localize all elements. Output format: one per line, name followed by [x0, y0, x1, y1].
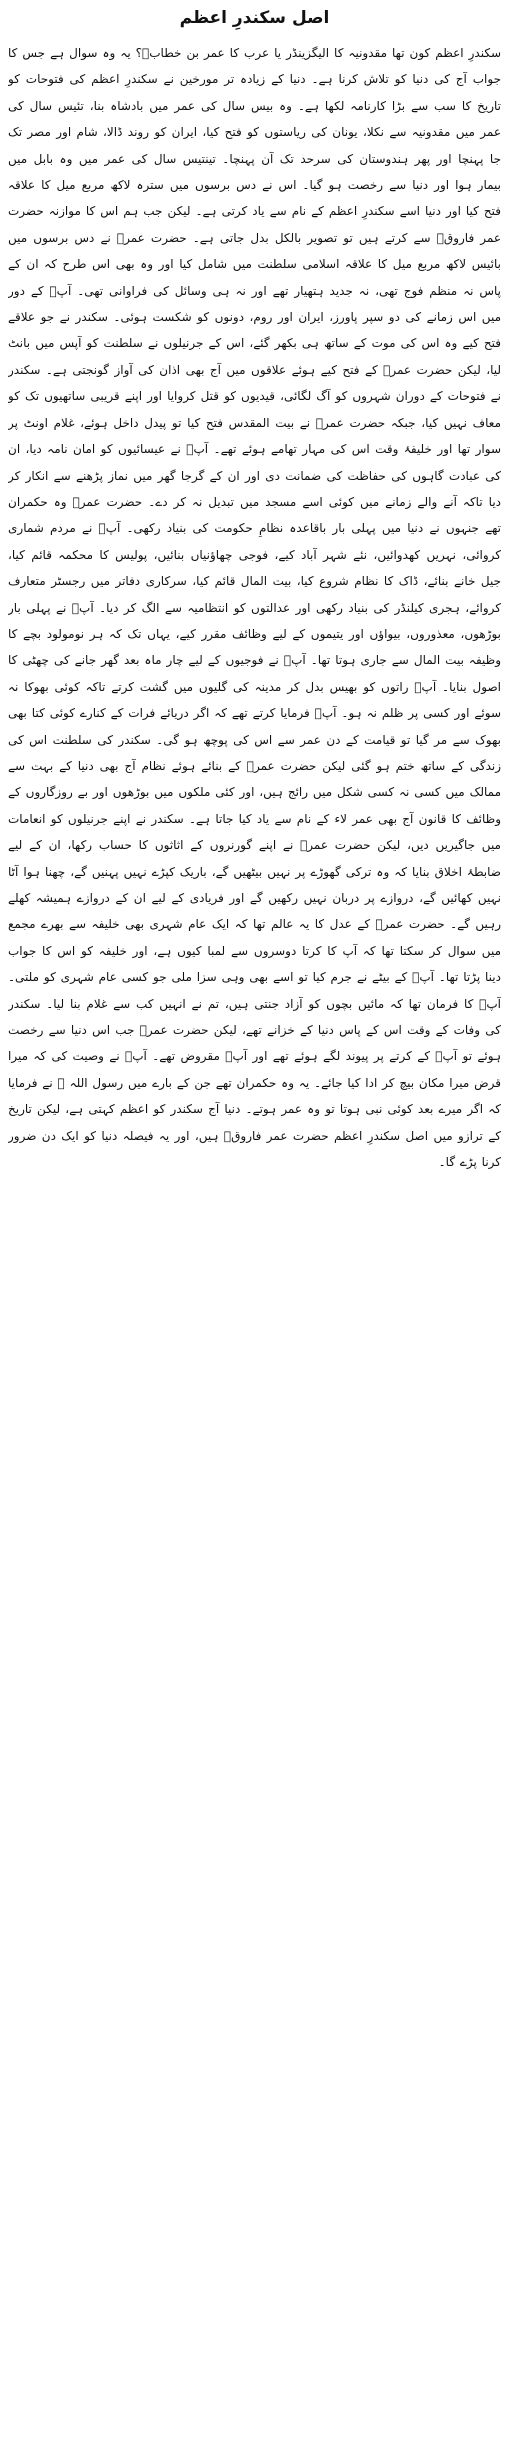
article-column	[8, 0, 501, 2459]
article-body: سکندرِ اعظم کون تھا مقدونیہ کا الیگزینڈر یا عرب کا عمر بن خطابؓ؟ یہ وہ سوال ہے جس کا جواب آج کی دنیا کو تلاش کرنا ہے۔ دنیا کے زیادہ تر مورخین نے سکندرِ اعظم کی فتوحات کو تاریخ کا سب سے بڑا کارنامہ لکھا ہے۔ وہ بیس سال کی عمر میں بادشاہ بنا، تئیس سال کی عمر میں مقدونیہ سے نکلا، یونان کی ریاستوں کو فتح کیا، ایران کو روند ڈالا، شام اور مصر تک جا پہنچا اور پھر ہندوستان کی سرحد تک آن پہنچا۔ تینتیس سال کی عمر میں وہ بابل میں بیمار ہوا اور دنیا سے رخصت ہو گیا۔ اس نے دس برسوں میں سترہ لاکھ مربع میل کا علاقہ فتح کیا اور دنیا اسے سکندرِ اعظم کے نام سے یاد کرتی ہے۔ لیکن جب ہم اس کا موازنہ حضرت عمر فاروقؓ سے کرتے ہیں تو تصویر بالکل بدل جاتی ہے۔ حضرت عمرؓ نے دس برسوں میں بائیس لاکھ مربع میل کا علاقہ اسلامی سلطنت میں شامل کیا اور وہ بھی اس طرح کہ ان کے پاس نہ منظم فوج تھی، نہ جدید ہتھیار تھے اور نہ ہی وسائل کی فراوانی تھی۔ آپؓ کے دور میں اس زمانے کی دو سپر پاورز، ایران اور روم، دونوں کو شکست ہوئی۔ سکندر نے جو علاقے فتح کیے وہ اس کی موت کے ساتھ ہی بکھر گئے، اس کے جرنیلوں نے سلطنت کو آپس میں بانٹ لیا، لیکن حضرت عمرؓ کے فتح کیے ہوئے علاقوں میں آج بھی اذان کی آواز گونجتی ہے۔ سکندر نے فتوحات کے دوران شہروں کو آگ لگائی، قیدیوں کو قتل کروایا اور اپنے قریبی ساتھیوں تک کو معاف نہیں کیا، جبکہ حضرت عمرؓ نے بیت المقدس فتح کیا تو پیدل داخل ہوئے، غلام اونٹ پر سوار تھا اور خلیفۂ وقت اس کی مہار تھامے ہوئے تھے۔ آپؓ نے عیسائیوں کو امان نامہ دیا، ان کی عبادت گاہوں کی حفاظت کی ضمانت دی اور ان کے گرجا گھر میں نماز پڑھنے سے انکار کر دیا تاکہ آنے والے زمانے میں کوئی اسے مسجد میں تبدیل نہ کر دے۔ حضرت عمرؓ وہ حکمران تھے جنہوں نے دنیا میں پہلی بار باقاعدہ نظامِ حکومت کی بنیاد رکھی۔ آپؓ نے مردم شماری کروائی، نہریں کھدوائیں، نئے شہر آباد کیے، فوجی چھاؤنیاں بنائیں، پولیس کا محکمہ قائم کیا، جیل خانے بنائے، ڈاک کا نظام شروع کیا، بیت المال قائم کیا، سرکاری دفاتر میں رجسٹر متعارف کروائے، ہجری کیلنڈر کی بنیاد رکھی اور عدالتوں کو انتظامیہ سے الگ کر دیا۔ آپؓ نے پہلی بار بوڑھوں، معذوروں، بیواؤں اور یتیموں کے لیے وظائف مقرر کیے، یہاں تک کہ ہر نومولود بچے کا وظیفہ بیت المال سے جاری ہوتا تھا۔ آپؓ نے فوجیوں کے لیے چار ماہ بعد گھر جانے کی چھٹی کا اصول بنایا۔ آپؓ راتوں کو بھیس بدل کر مدینہ کی گلیوں میں گشت کرتے تاکہ کوئی بھوکا نہ سوئے اور کسی پر ظلم نہ ہو۔ آپؓ فرمایا کرتے تھے کہ اگر دریائے فرات کے کنارے کوئی کتا بھی بھوک سے مر گیا تو قیامت کے دن عمر سے اس کی پوچھ ہو گی۔ سکندر کی سلطنت اس کی زندگی کے ساتھ ختم ہو گئی لیکن حضرت عمرؓ کے بنائے ہوئے نظام آج بھی دنیا کے بہت سے ممالک میں کسی نہ کسی شکل میں رائج ہیں، اور کئی ملکوں میں بوڑھوں اور بے روزگاروں کے وظائف کا قانون آج بھی عمر لاء کے نام سے یاد کیا جاتا ہے۔ سکندر نے اپنے جرنیلوں کو انعامات میں جاگیریں دیں، لیکن حضرت عمرؓ نے اپنے گورنروں کے اثاثوں کا حساب رکھا، ان کے لیے ضابطۂ اخلاق بنایا کہ وہ ترکی گھوڑے پر نہیں بیٹھیں گے، باریک کپڑے نہیں پہنیں گے، چھنا ہوا آٹا نہیں کھائیں گے، دروازے پر دربان نہیں رکھیں گے اور فریادی کے لیے ان کے دروازے ہمیشہ کھلے رہیں گے۔ حضرت عمرؓ کے عدل کا یہ عالم تھا کہ ایک عام شہری بھی خلیفہ سے بھرے مجمع میں سوال کر سکتا تھا کہ آپ کا کرتا دوسروں سے لمبا کیوں ہے، اور خلیفہ کو اس کا جواب دینا پڑتا تھا۔ آپؓ کے بیٹے نے جرم کیا تو اسے بھی وہی سزا ملی جو کسی عام شہری کو ملتی۔ آپؓ کا فرمان تھا کہ مائیں بچوں کو آزاد جنتی ہیں، تم نے انہیں کب سے غلام بنا لیا۔ سکندر کی وفات کے وقت اس کے پاس دنیا کے خزانے تھے، لیکن حضرت عمرؓ جب اس دنیا سے رخصت ہوئے تو آپؓ کے کرتے پر پیوند لگے ہوئے تھے اور آپؓ مقروض تھے۔ آپؓ نے وصیت کی کہ میرا قرض میرا مکان بیچ کر ادا کیا جائے۔ یہ وہ حکمران تھے جن کے بارے میں رسول اللہ ﷺ نے فرمایا کہ اگر میرے بعد کوئی نبی ہوتا تو وہ عمر ہوتے۔ دنیا آج سکندر کو اعظم کہتی ہے، لیکن تاریخ کے ترازو میں اصل سکندرِ اعظم حضرت عمر فاروقؓ ہیں، اور یہ فیصلہ دنیا کو ایک دن ضرور کرنا پڑے گا۔	[8, 46, 501, 1170]
article-headline: اصل سکندرِ اعظم	[179, 8, 330, 28]
